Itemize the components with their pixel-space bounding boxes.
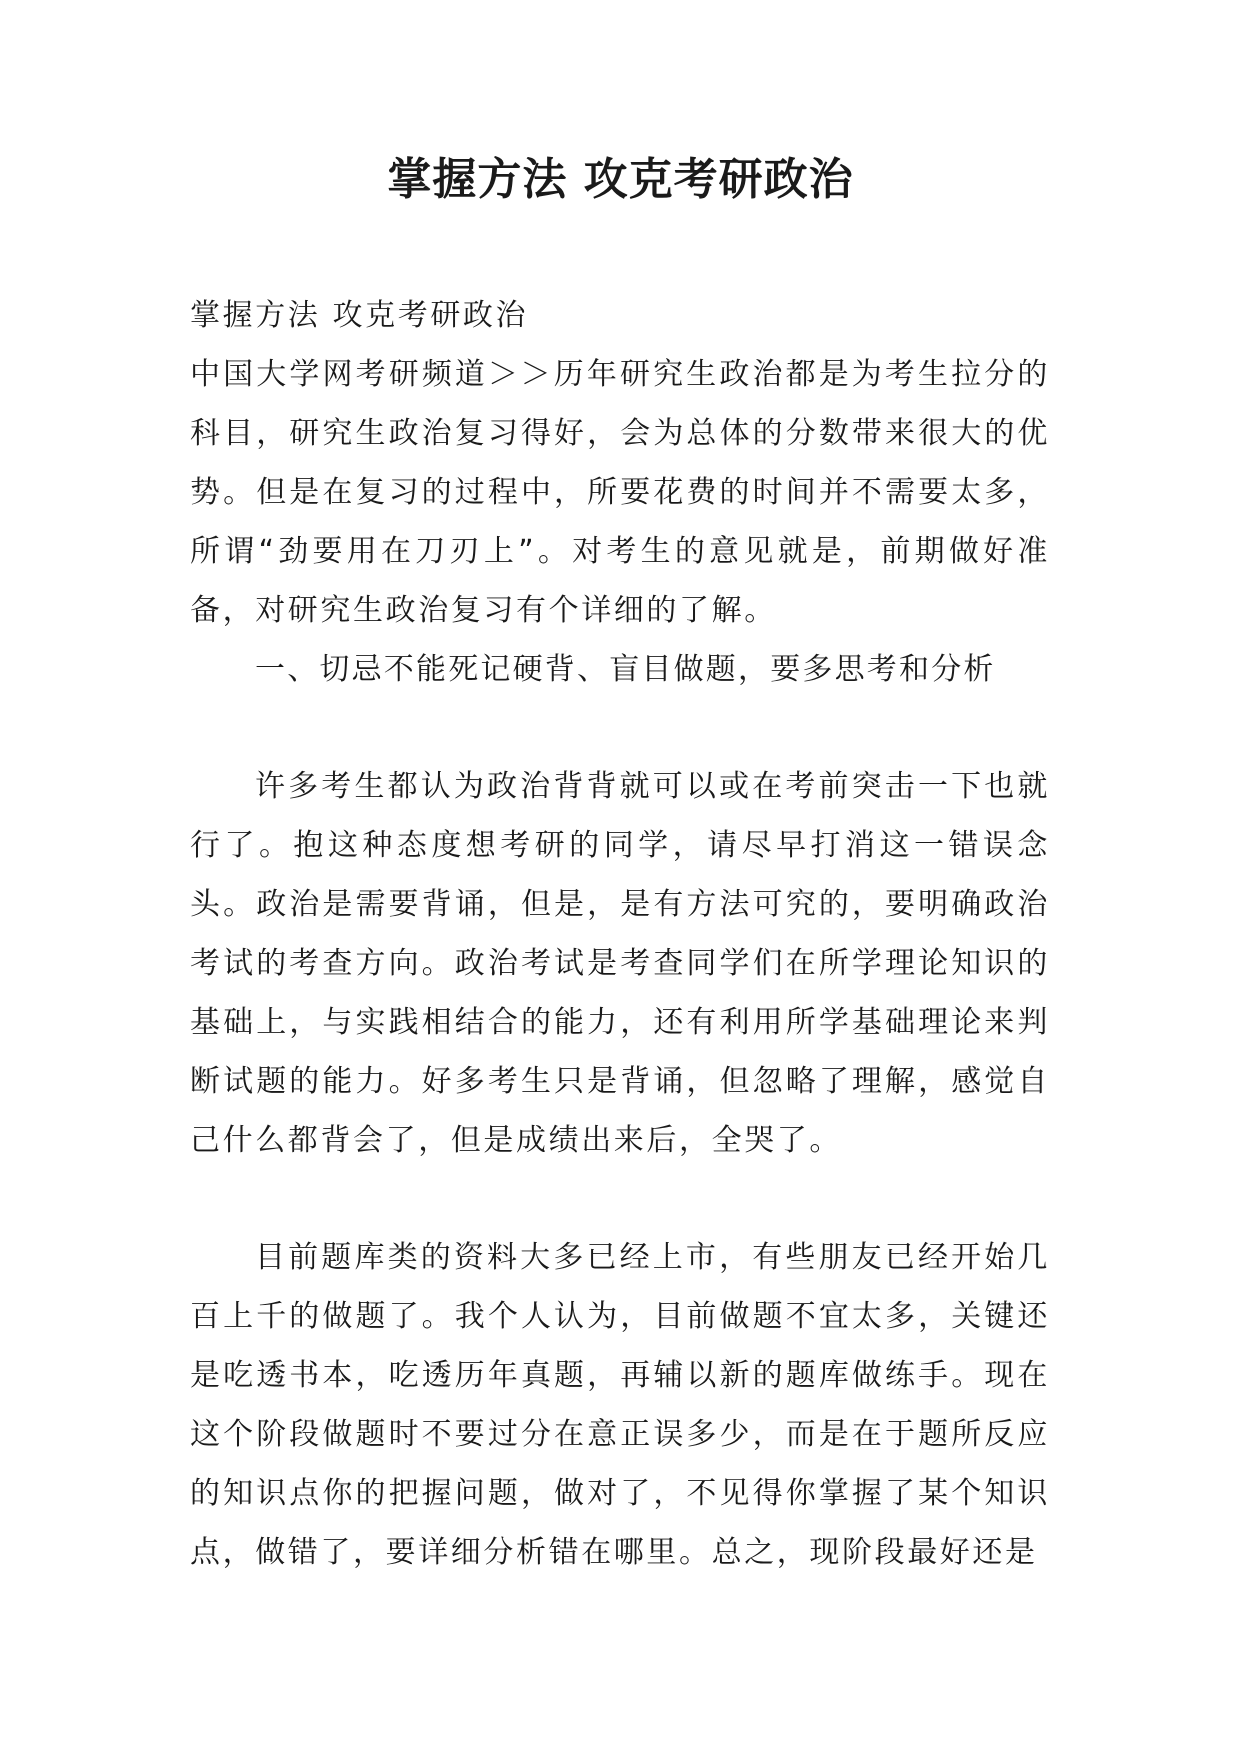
body-paragraph: 目前题库类的资料大多已经上市，有些朋友已经开始几百上千的做题了。我个人认为，目前做题不宜太多，关键还是吃透书本，吃透历年真题，再辅以新的题库做练手。现在这个阶段做题时不要过分在意正误多少，而是在于题所反应的知识点你的把握问题，做对了，不见得你掌握了某个知识点，做错了，要详细分析错在哪里。总之，现阶段最好还是 bbox=[190, 1240, 1050, 1570]
body-paragraph: 许多考生都认为政治背背就可以或在考前突击一下也就行了。抱这种态度想考研的同学，请尽早打消这一错误念头。政治是需要背诵，但是，是有方法可究的，要明确政治考试的考查方向。政治考试是考查同学们在所学理论知识的基础上，与实践相结合的能力，还有利用所学基础理论来判断试题的能力。好多考生只是背诵，但忽略了理解，感觉自己什么都背会了，但是成绩出来后，全哭了。 bbox=[190, 769, 1050, 1158]
subtitle-paragraph: 掌握方法 攻克考研政治 bbox=[190, 298, 529, 333]
intro-paragraph: 中国大学网考研频道＞＞历年研究生政治都是为考生拉分的科目，研究生政治复习得好，会为总体的分数带来很大的优势。但是在复习的过程中，所要花费的时间并不需要太多，所谓“劲要用在刀刃上”。对考生的意见就是，前期做好准备，对研究生政治复习有个详细的了解。 bbox=[190, 357, 1050, 628]
document-body bbox=[190, 286, 1050, 1582]
section-heading: 一、切忌不能死记硬背、盲目做题，要多思考和分析 bbox=[255, 652, 996, 687]
document-title: 掌握方法 攻克考研政治 bbox=[387, 154, 854, 205]
